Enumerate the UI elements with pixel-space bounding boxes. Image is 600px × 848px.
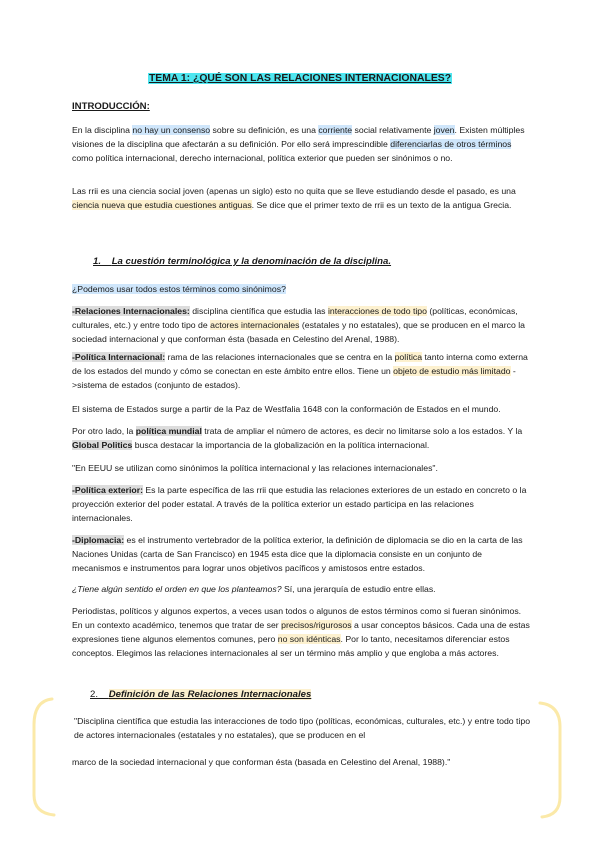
definition-quote-line-1: "Disciplina científica que estudia las interacciones de todo tipo (políticas, económicas, culturales, etc.) y entre todo tipo de actores internacionales (estatales y no estatales), que se producen en el <box>74 716 531 740</box>
politica-mundial-paragraph: Por otro lado, la política mundial trata de ampliar el número de actores, es decir no limitarse solo a los estados. Y la Global Politics busca destacar la importancia de la globalización en la política internacional. <box>72 426 523 450</box>
section-2-heading: 2. Definición de las Relaciones Internacionales <box>90 689 312 700</box>
section-1-heading: 1. La cuestión terminológica y la denominación de la disciplina. <box>93 256 392 267</box>
orden-question: ¿Tiene algún sentido el orden en que los planteamos? Sí, una jerarquía de estudio entre ellas. <box>72 584 436 594</box>
definition-relaciones-internacionales: -Relaciones Internacionales: disciplina científica que estudia las interacciones de todo tipo (políticas, económicas, culturales, etc.) y entre todo tipo de actores internacionales (estatales y no estatales), que se producen en el marco la sociedad internacional y que conforman ésta (basada en Celestino del Arenal, 1988). <box>72 306 525 344</box>
intro-heading: INTRODUCCIÓN: <box>72 101 150 112</box>
periodistas-paragraph: Periodistas, políticos y algunos expertos, a veces usan todos o algunos de estos términos como si fueran sinónimos. En un contexto académico, tenemos que tratar de ser precisos/rigurosos a usar conceptos básicos. Cada una de estas expresiones tiene algunos elementos comunes, pero no son idénticas. Por lo tanto, necesitamos diferenciar estos conceptos. Elegimos las relaciones internacionales al ser un término más amplio y que engloba a más actores. <box>72 606 530 658</box>
page-title: TEMA 1: ¿QUÉ SON LAS RELACIONES INTERNACIONALES? <box>148 73 452 84</box>
intro-paragraph-2: Las rrii es una ciencia social joven (apenas un siglo) esto no quita que se lleve estudiando desde el pasado, es una ciencia nueva que estudia cuestiones antiguas. Se dice que el primer texto de rrii es un texto de la antigua Grecia. <box>72 186 516 210</box>
westfalia-paragraph: El sistema de Estados surge a partir de la Paz de Westfalia 1648 con la conformación de Estados en el mundo. <box>72 404 501 414</box>
definition-politica-internacional: -Política Internacional: rama de las relaciones internacionales que se centra en la política tanto interna como externa de los estados del mundo y cómo se conectan en este ámbito entre ellos. Tiene un objeto de estudio más limitado ->sistema de estados (conjunto de estados). <box>72 352 528 390</box>
definition-diplomacia: -Diplomacia: es el instrumento vertebrador de la política exterior, la definición de diplomacia se dio en la carta de las Naciones Unidas (carta de San Francisco) en 1945 esta dice que la diplomacia consiste en un conjunto de mecanismos e instrumentos para lograr unos objetivos pacíficos y amistosos entre estados. <box>72 535 523 573</box>
definition-politica-exterior: -Política exterior: Es la parte específica de las rrii que estudia las relaciones exteriores de un estado en concreto o la proyección exterior del poder estatal. A través de la política exterior un estado participa en las relaciones internacionales. <box>72 485 527 523</box>
eeuu-quote: "En EEUU se utilizan como sinónimos la política internacional y las relaciones internacionales". <box>72 463 438 473</box>
section-1-question: ¿Podemos usar todos estos términos como sinónimos? <box>72 284 286 294</box>
intro-paragraph-1: En la disciplina no hay un consenso sobre su definición, es una corriente social relativamente joven. Existen múltiples visiones de la disciplina que afectarán a su definición. Por ello será imprescindible diferenciarlas de otros términos como política internacional, derecho internacional, política exterior que pueden ser sinónimos o no. <box>72 125 525 163</box>
definition-quote-line-2: marco de la sociedad internacional y que conforman ésta (basada en Celestino del Arenal, 1988)." <box>72 757 451 767</box>
